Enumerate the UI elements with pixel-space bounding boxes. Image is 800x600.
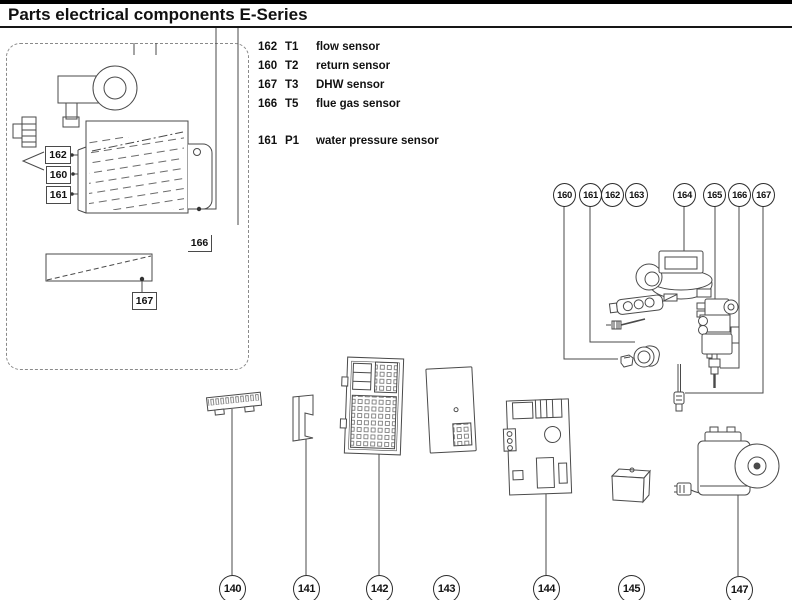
callout-142: 142 xyxy=(366,575,393,600)
inset-label-flue-gas-sensor: 166 xyxy=(188,235,212,252)
callout-161: 161 xyxy=(579,183,602,207)
callout-144: 144 xyxy=(533,575,560,600)
callout-164: 164 xyxy=(673,183,696,207)
legend-code: T3 xyxy=(285,79,299,91)
blower-164 xyxy=(636,251,712,301)
pressure-sensor-161 xyxy=(634,344,661,367)
callout-160: 160 xyxy=(553,183,576,207)
page-title: Parts electrical components E-Series xyxy=(8,5,308,24)
legend-description: DHW sensor xyxy=(316,79,385,91)
pcb-144 xyxy=(502,399,571,495)
dhw-exchanger-sketch xyxy=(46,254,152,281)
fan-icon xyxy=(93,66,137,110)
inset-label-dhw-sensor: 167 xyxy=(132,292,157,310)
callout-166: 166 xyxy=(728,183,751,207)
inset-label-return-sensor: 160 xyxy=(46,166,71,184)
legend-part-number: 167 xyxy=(258,79,278,91)
callout-145: 145 xyxy=(618,575,645,600)
callout-163: 163 xyxy=(625,183,648,207)
callout-147: 147 xyxy=(726,576,753,600)
callout-167: 167 xyxy=(752,183,775,207)
pump-147 xyxy=(674,427,779,495)
flue-gas-sensor-166 xyxy=(709,354,720,388)
legend-description: return sensor xyxy=(316,60,391,72)
gas-valve-165 xyxy=(697,299,739,358)
bracket-141 xyxy=(293,395,313,441)
callout-143: 143 xyxy=(433,575,460,600)
cover-panel-143 xyxy=(426,367,476,453)
return-sensor-160 xyxy=(621,355,633,367)
dhw-sensor-167 xyxy=(674,364,684,411)
legend-description: flue gas sensor xyxy=(316,98,401,110)
inset-label-pressure-sensor: 161 xyxy=(46,186,71,204)
flow-sensor-162 xyxy=(606,319,645,329)
callout-162: 162 xyxy=(601,183,624,207)
legend-part-number: 160 xyxy=(258,60,278,72)
control-board-142 xyxy=(339,357,403,455)
legend-code: T5 xyxy=(285,98,299,110)
callout-141: 141 xyxy=(293,575,320,600)
legend-part-number: 162 xyxy=(258,41,278,53)
inset-label-flow-sensor: 162 xyxy=(45,146,71,164)
callout-165: 165 xyxy=(703,183,726,207)
legend-code: T2 xyxy=(285,60,299,72)
legend-part-number: 161 xyxy=(258,135,278,147)
legend-description: water pressure sensor xyxy=(316,135,439,147)
legend-description: flow sensor xyxy=(316,41,380,53)
legend-part-number: 166 xyxy=(258,98,278,110)
legend-code: T1 xyxy=(285,41,299,53)
terminal-strip-140 xyxy=(207,392,263,416)
legend-code: P1 xyxy=(285,135,300,147)
callout-140: 140 xyxy=(219,575,246,600)
ignition-transformer-145 xyxy=(612,468,650,502)
